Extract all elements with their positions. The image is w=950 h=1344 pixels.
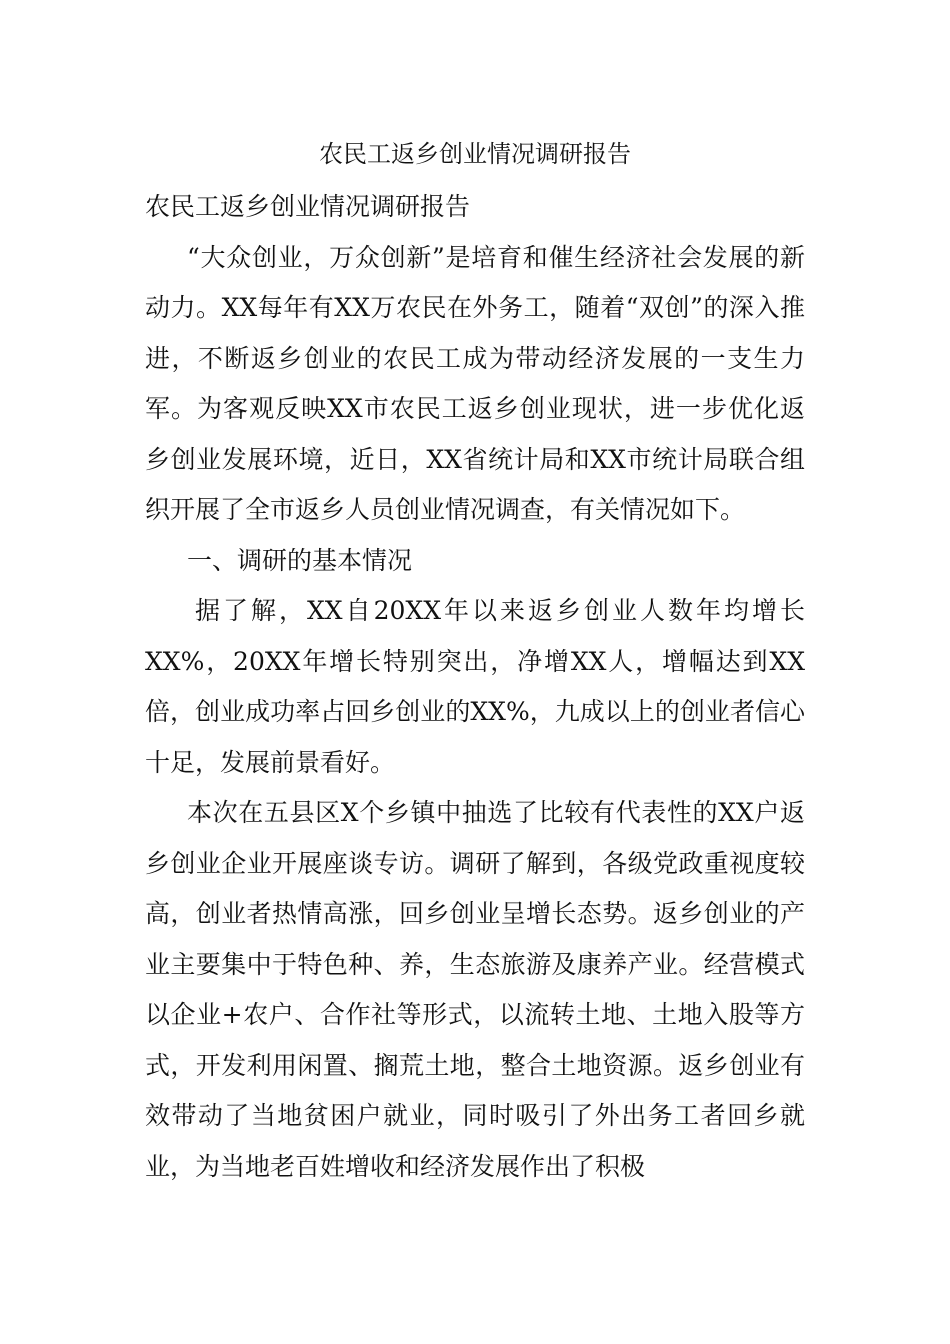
document-body [145,182,805,1192]
document-title: 农民工返乡创业情况调研报告 [319,140,631,168]
subtitle-paragraph: 农民工返乡创业情况调研报告 [145,192,471,221]
basic-situation-paragraph: 据了解，XX自20XX年以来返乡创业人数年均增长XX%，20XX年增长特别突出，净增XX人，增幅达到XX倍，创业成功率占回乡创业的XX%，九成以上的创业者信心十足，发展前景看好。 [145,596,805,777]
intro-paragraph: “大众创业，万众创新”是培育和催生经济社会发展的新动力。XX每年有XX万农民在外务工，随着“双创”的深入推进，不断返乡创业的农民工成为带动经济发展的一支生力军。为客观反映XX市农民工返乡创业现状，进一步优化返乡创业发展环境，近日，XX省统计局和XX市统计局联合组织开展了全市返乡人员创业情况调查，有关情况如下。 [145,242,805,524]
survey-paragraph: 本次在五县区X个乡镇中抽选了比较有代表性的XX户返乡创业企业开展座谈专访。调研了解到，各级党政重视度较高，创业者热情高涨，回乡创业呈增长态势。返乡创业的产业主要集中于特色种、养，生态旅游及康养产业。经营模式以企业+农户、合作社等形式，以流转土地、土地入股等方式，开发利用闲置、搁荒土地，整合土地资源。返乡创业有效带动了当地贫困户就业，同时吸引了外出务工者回乡就业，为当地老百姓增收和经济发展作出了积极 [145,798,805,1181]
section-heading: 一、调研的基本情况 [187,545,413,575]
